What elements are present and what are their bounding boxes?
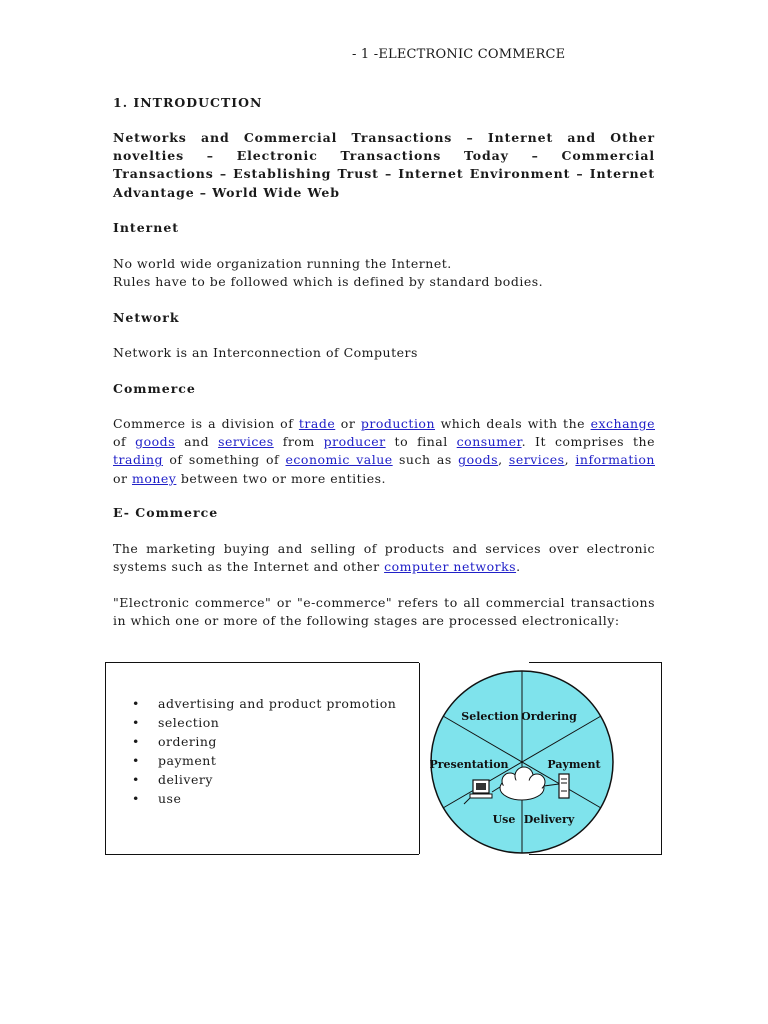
- text-run: The marketing buying and selling of products and services over electronic systems such as the Internet and other: [113, 541, 655, 575]
- label-selection: Selection: [461, 710, 519, 723]
- link-services[interactable]: services: [218, 434, 274, 450]
- internet-line-2: Rules have to be followed which is defined by standard bodies.: [113, 274, 544, 289]
- link-services-2[interactable]: services: [508, 452, 565, 468]
- link-exchange[interactable]: exchange: [590, 416, 655, 431]
- ecommerce-stages-diagram: [424, 664, 620, 858]
- link-information[interactable]: information: [575, 452, 655, 468]
- bullet-icon: •: [132, 715, 140, 730]
- link-goods[interactable]: goods: [135, 434, 176, 450]
- table-bottom-edge-right: [617, 854, 662, 855]
- section-heading-ecommerce: E- Commerce: [113, 505, 219, 520]
- table-right-edge: [661, 662, 662, 855]
- link-trading[interactable]: trading: [113, 452, 164, 468]
- list-item-label: advertising and product promotion: [158, 696, 397, 711]
- bullet-icon: •: [132, 753, 140, 768]
- text-run: such as: [392, 452, 459, 468]
- list-item: [128, 694, 396, 713]
- text-run: ,: [564, 452, 576, 468]
- table-divider: [419, 663, 420, 854]
- link-goods-2[interactable]: goods: [458, 452, 499, 468]
- list-item-label: delivery: [158, 772, 213, 787]
- section-heading-network: Network: [113, 310, 180, 325]
- text-run: .: [516, 559, 521, 575]
- section-heading-commerce: Commerce: [113, 381, 196, 396]
- internet-line-1: No world wide organization running the Internet.: [113, 256, 452, 271]
- stages-list: [128, 694, 396, 808]
- text-run: . It comprises the: [521, 434, 655, 450]
- text-run: or: [335, 416, 361, 431]
- list-item: [128, 713, 396, 732]
- list-item-label: payment: [158, 753, 217, 768]
- bullet-icon: •: [132, 791, 140, 806]
- ecommerce-paragraph-2: "Electronic commerce" or "e-commerce" refers to all commercial transactions in which one or more of the following stages are processed electronically:: [113, 595, 655, 629]
- link-computer-networks[interactable]: computer networks: [384, 559, 517, 575]
- list-item: [128, 732, 396, 751]
- link-trade[interactable]: trade: [298, 416, 336, 431]
- link-producer[interactable]: producer: [323, 434, 386, 450]
- bullet-icon: •: [132, 696, 140, 711]
- list-item-label: ordering: [158, 734, 217, 749]
- text-run: Commerce is a division of: [113, 416, 299, 431]
- text-run: of something of: [163, 452, 286, 468]
- list-item: [128, 789, 396, 808]
- label-delivery: Delivery: [523, 813, 575, 826]
- text-run: between two or more entities.: [176, 470, 386, 486]
- link-economic-value[interactable]: economic value: [285, 452, 393, 468]
- section-heading-introduction: 1. INTRODUCTION: [113, 95, 263, 110]
- table-top-edge-right: [617, 662, 662, 663]
- text-run: to final: [385, 434, 457, 450]
- bullet-icon: •: [132, 772, 140, 787]
- label-use: Use: [492, 813, 516, 826]
- link-production[interactable]: production: [360, 416, 436, 431]
- list-item: [128, 751, 396, 770]
- text-run: and: [175, 434, 219, 450]
- label-presentation: Presentation: [429, 758, 509, 771]
- text-run: ,: [498, 452, 509, 468]
- network-text: Network is an Interconnection of Computers: [113, 345, 418, 360]
- list-item-label: use: [158, 791, 182, 806]
- text-run: from: [273, 434, 324, 450]
- intro-topics: Networks and Commercial Transactions – Internet and Other novelties – Electronic Transactions Today – Commercial Transactions – Establishing Trust – Internet Environment – Internet Advantage – World Wide Web: [113, 130, 655, 200]
- commerce-paragraph: [113, 415, 655, 488]
- page-header: - 1 -ELECTRONIC COMMERCE: [352, 47, 566, 62]
- label-payment: Payment: [547, 758, 601, 771]
- text-run: of: [113, 434, 136, 450]
- link-consumer[interactable]: consumer: [456, 434, 522, 450]
- label-ordering: Ordering: [521, 710, 577, 723]
- text-run: or: [113, 470, 132, 486]
- ecommerce-paragraph-1: [113, 540, 655, 576]
- bullet-icon: •: [132, 734, 140, 749]
- list-item-label: selection: [158, 715, 220, 730]
- section-heading-internet: Internet: [113, 220, 180, 235]
- link-money[interactable]: money: [131, 470, 177, 486]
- text-run: which deals with the: [435, 416, 591, 431]
- list-item: [128, 770, 396, 789]
